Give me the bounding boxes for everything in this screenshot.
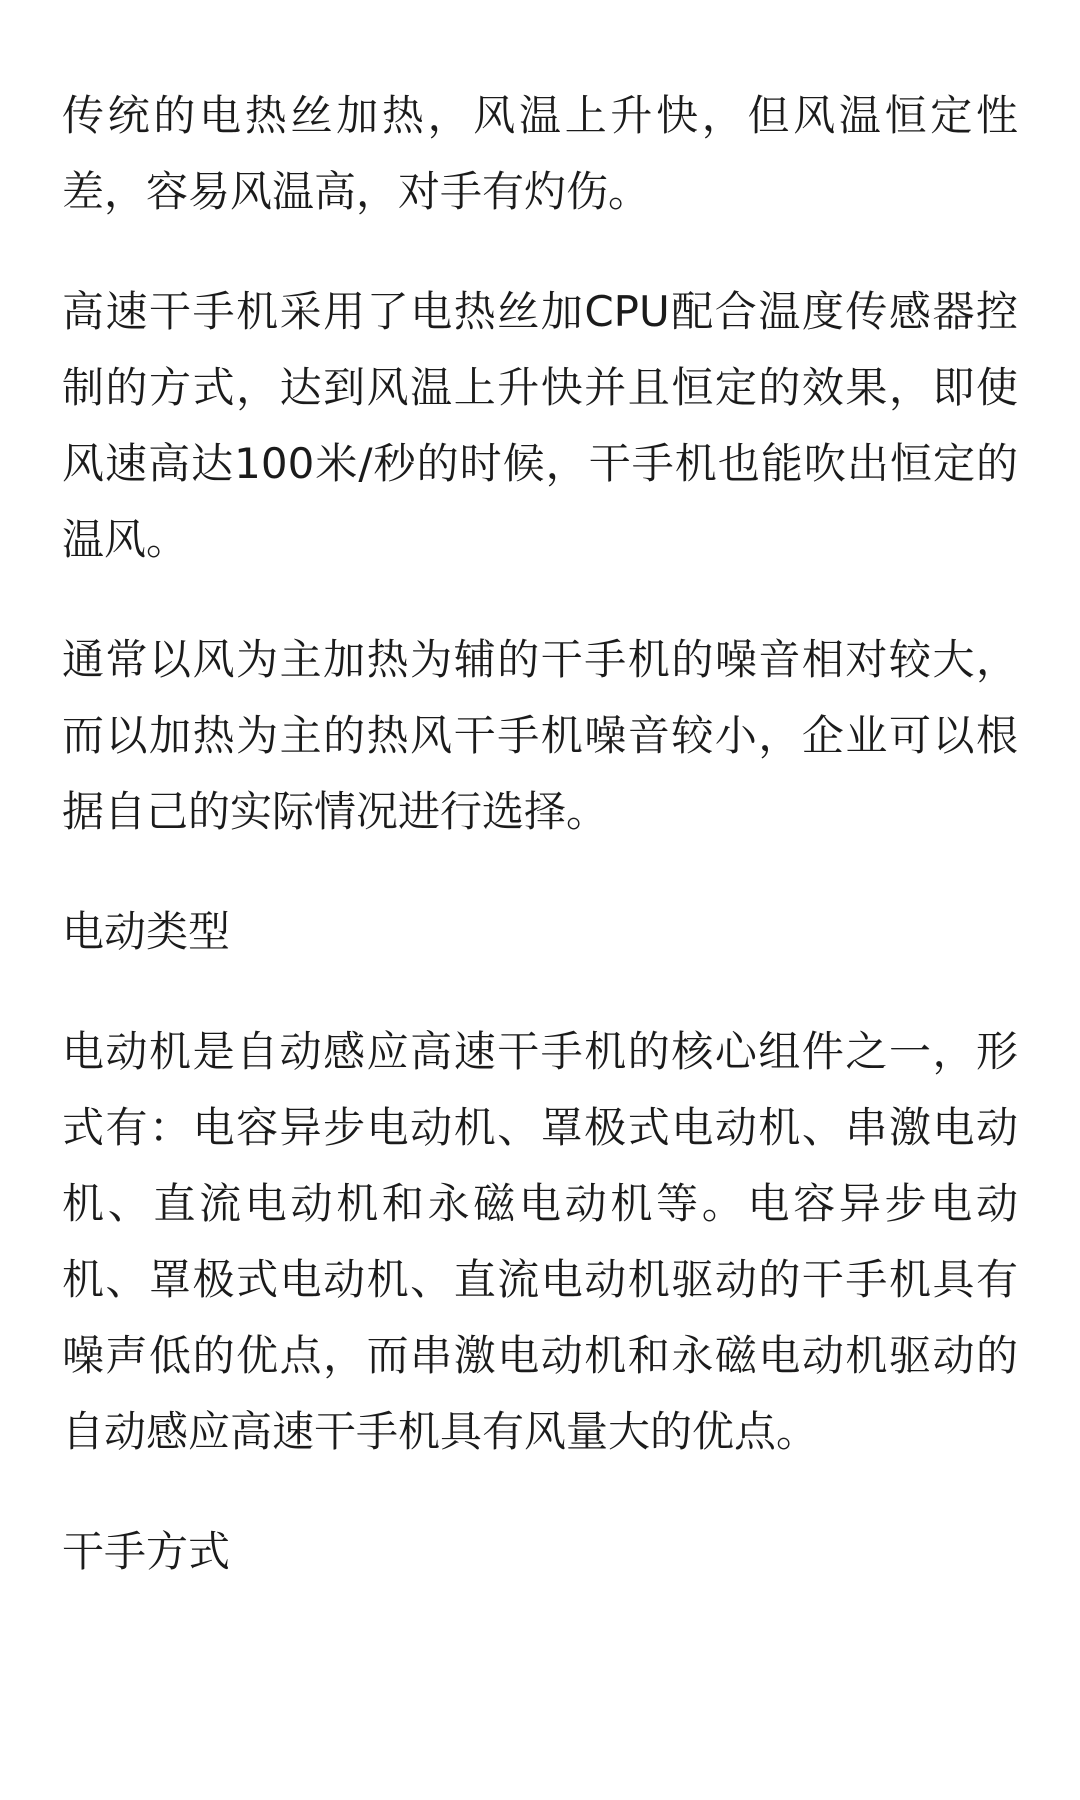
paragraph-cpu-control: 高速干手机采用了电热丝加CPU配合温度传感器控制的方式，达到风温上升快并且恒定的效果，即使风速高达100米/秒的时候，干手机也能吹出恒定的温风。 xyxy=(62,287,1018,564)
section-heading-drying-method: 干手方式 xyxy=(62,1527,231,1576)
section-heading-motor-type: 电动类型 xyxy=(62,907,231,956)
paragraph-heating-wire: 传统的电热丝加热，风温上升快，但风温恒定性差，容易风温高，对手有灼伤。 xyxy=(62,91,1018,216)
paragraph-noise: 通常以风为主加热为辅的干手机的噪音相对较大，而以加热为主的热风干手机噪音较小，企业可以根据自己的实际情况进行选择。 xyxy=(62,635,1018,836)
paragraph-motor: 电动机是自动感应高速干手机的核心组件之一，形式有：电容异步电动机、罩极式电动机、串激电动机、直流电动机和永磁电动机等。电容异步电动机、罩极式电动机、直流电动机驱动的干手机具有噪声低的优点，而串激电动机和永磁电动机驱动的自动感应高速干手机具有风量大的优点。 xyxy=(62,1027,1018,1456)
